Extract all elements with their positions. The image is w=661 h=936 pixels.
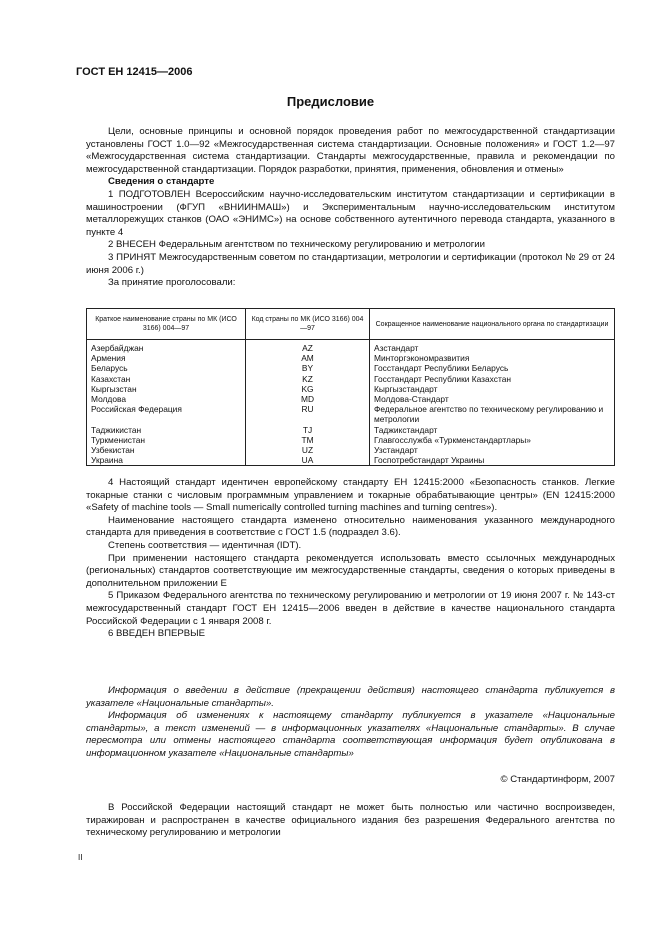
info-heading: Сведения о стандарте [108,176,215,188]
country-cell: Азербайджан [87,340,246,354]
code-cell: UA [246,455,370,466]
country-cell: Украина [87,455,246,466]
item-6: 6 ВВЕДЕН ВПЕРВЫЕ [108,628,206,640]
item-5: 5 Приказом Федерального агентства по техническому регулированию и метрологии от 19 июня 2007 г. № 143-ст межгосударственный стандарт ГОСТ ЕН 12415—2006 введен в действие в качестве национального стандарта Российской Федерации с 1 января 2008 г. [86,590,615,627]
body-cell: Кыргызстандарт [370,384,615,394]
code-cell: AZ [246,340,370,354]
voted-label: За принятие проголосовали: [108,277,236,289]
table-row [87,425,615,435]
item-1: 1 ПОДГОТОВЛЕН Всероссийским научно-исследовательским институтом стандартизации и сертификации в машиностроении (ФГУП «ВНИИНМАШ») и Экспериментальным научно-исследовательским институтом металлорежущих станков (ОАО «ЭНИМС») на основе собственного аутентичного перевода стандарта, указанного в пункте 4 [86,188,615,238]
table-row [87,435,615,445]
country-cell: Молдова [87,394,246,404]
intro-block [86,126,615,290]
table-row [87,374,615,384]
table-row [87,394,615,404]
page-title: Предисловие [286,94,375,109]
code-cell: UZ [246,445,370,455]
code-cell: AM [246,353,370,363]
code-cell: TM [246,435,370,445]
countries-table [86,308,615,466]
note-2: Информация об изменениях к настоящему стандарту публикуется в указателе «Национальные стандарты», а текст изменений — в информационных указателях «Национальные стандарты». В случае пересмотра или отмены настоящего стандарта соответствующая информация будет опубликована в информационном указателе «Национальные стандарты» [86,710,615,759]
country-cell: Туркменистан [87,435,246,445]
country-cell: Беларусь [87,363,246,373]
info-notes [86,685,615,761]
table-row [87,363,615,373]
code-cell: TJ [246,425,370,435]
item-4-degree: Степень соответствия — идентичная (IDT). [108,539,302,551]
standard-header: ГОСТ ЕН 12415—2006 [76,66,193,78]
body-cell: Таджикстандарт [370,425,615,435]
table-row [87,340,615,354]
page-number: II [78,853,83,862]
body-cell: Федеральное агентство по техническому регулированию и метрологии [370,404,615,424]
legal-block [86,802,615,840]
country-cell: Армения [87,353,246,363]
legal-notice: В Российской Федерации настоящий стандарт не может быть полностью или частично воспроизведен, тиражирован и распространен в качестве официального издания без разрешения Федерального агентства по техническому регулированию и метрологии [86,802,615,839]
body-cell: Госпотребстандарт Украины [370,455,615,466]
item-4-title-note: Наименование настоящего стандарта изменено относительно наименования указанного международного стандарта для приведения в соответствие с ГОСТ 1.5 (подраздел 3.6). [86,514,615,539]
item-3: 3 ПРИНЯТ Межгосударственным советом по стандартизации, метрологии и сертификации (протокол № 29 от 24 июня 2006 г.) [86,251,615,276]
code-cell: KG [246,384,370,394]
country-cell: Российская Федерация [87,404,246,424]
table-row [87,455,615,466]
code-cell: MD [246,394,370,404]
country-cell: Узбекистан [87,445,246,455]
country-cell: Таджикистан [87,425,246,435]
item-4: 4 Настоящий стандарт идентичен европейскому стандарту ЕН 12415:2000 «Безопасность станков. Легкие токарные станки с числовым программным управлением и токарные обрабатывающие центры» (EN 12415:2000 «Safety of machine tools — Small numerically controlled turning machines and turning centres»). [86,477,615,514]
body-cell: Госстандарт Республики Беларусь [370,363,615,373]
col-header-code: Код страны по МК (ИСО 3166) 004—97 [246,309,370,340]
body-cell: Главгосслужба «Туркменстандартлары» [370,435,615,445]
item-2: 2 ВНЕСЕН Федеральным агентством по техническому регулированию и метрологии [108,239,486,251]
after-table-block [86,477,615,641]
country-cell: Кыргызстан [87,384,246,394]
code-cell: KZ [246,374,370,384]
copyright: © Стандартинформ, 2007 [500,774,615,785]
body-cell: Минторгэкономразвития [370,353,615,363]
col-header-body: Сокращенное наименование национального органа по стандартизации [370,309,615,340]
item-4-references: При применении настоящего стандарта рекомендуется использовать вместо ссылочных международных (региональных) стандартов соответствующие им межгосударственные стандарты, сведения о которых приведены в дополнительном приложении Е [86,552,615,589]
body-cell: Молдова-Стандарт [370,394,615,404]
body-cell: Азстандарт [370,340,615,354]
body-cell: Госстандарт Республики Казахстан [370,374,615,384]
code-cell: BY [246,363,370,373]
note-1: Информация о введении в действие (прекращении действия) настоящего стандарта публикуется в указателе «Национальные стандарты». [86,685,615,709]
code-cell: RU [246,404,370,424]
country-cell: Казахстан [87,374,246,384]
table-row [87,353,615,363]
col-header-country: Краткое наименование страны по МК (ИСО 3166) 004—97 [87,309,246,340]
table-row [87,445,615,455]
intro-paragraph: Цели, основные принципы и основной порядок проведения работ по межгосударственной стандартизации установлены ГОСТ 1.0—92 «Межгосударственная система стандартизации. Основные положения» и ГОСТ 1.2—97 «Межгосударственная система стандартизации. Стандарты межгосударственные, правила и рекомендации по межгосударственной стандартизации. Порядок разработки, принятия, применения, обновления и отмены» [86,126,615,175]
table-row [87,404,615,424]
table-row [87,384,615,394]
body-cell: Узстандарт [370,445,615,455]
